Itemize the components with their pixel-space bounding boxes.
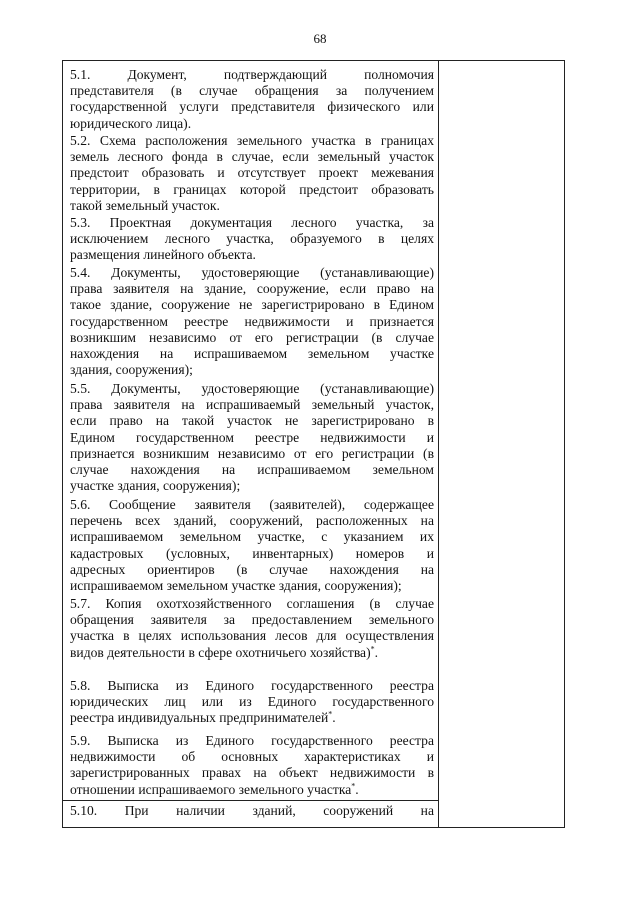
row-separator [63, 800, 438, 801]
item-5-8: 5.8. Выписка из Единого государственного реестра юридических лиц или из Единого государственного реестра индивидуальных предпринимателей*. [70, 678, 434, 726]
column-divider [438, 61, 439, 827]
item-5-6: 5.6. Сообщение заявителя (заявителей), содержащее перечень всех зданий, сооружений, расположенных на испрашиваемом земельном участке, с указанием их кадастровых (условных, инвентарных) номеров и адресных ориентиров (в случае нахождения на испрашиваемом земельном участке здания, сооружения); [70, 497, 434, 594]
item-5-3: 5.3. Проектная документация лесного участка, за исключением лесного участка, образуемого в целях размещения линейного объекта. [70, 215, 434, 263]
footnote-mark: * [328, 709, 333, 719]
page-number: 68 [313, 31, 327, 46]
item-5-2: 5.2. Схема расположения земельного участка в границах земель лесного фонда в случае, если земельный участок предстоит образовать и отсутствует проект межевания территории, в границах которой предстоит образовать такой земельный участок. [70, 133, 434, 213]
item-5-7: 5.7. Копия охотхозяйственного соглашения (в случае обращения заявителя за предоставлением земельного участка в целях использования лесов для осуществления видов деятельности в сфере охотничьего хозяйства)*. [70, 596, 434, 660]
item-5-4: 5.4. Документы, удостоверяющие (устанавливающие) права заявителя на здание, сооружение, если право на такое здание, сооружение не зарегистрировано в Едином государственном реестре недвижимости и признается возникшим независимо от его регистрации (в случае нахождения на испрашиваемом земельном участке здания, сооружения); [70, 265, 434, 378]
item-5-5: 5.5. Документы, удостоверяющие (устанавливающие) права заявителя на испрашиваемый земельный участок, если право на такой участок не зарегистрировано в Едином государственном реестре недвижимости и признается возникшим независимо от его регистрации (в случае нахождения на испрашиваемом земельном участке здания, сооружения); [70, 381, 434, 494]
footnote-mark: * [351, 781, 356, 791]
item-5-1: 5.1. Документ, подтверждающий полномочия представителя (в случае обращения за получением государственной услуги представителя физического или юридического лица). [70, 67, 434, 131]
footnote-mark: * [370, 644, 375, 654]
document-table [62, 60, 565, 828]
item-5-10: 5.10. При наличии зданий, сооружений на [70, 803, 434, 818]
item-5-9: 5.9. Выписка из Единого государственного реестра недвижимости об основных характеристиках и зарегистрированных правах на объект недвижимости в отношении испрашиваемого земельного участка*. [70, 733, 434, 797]
